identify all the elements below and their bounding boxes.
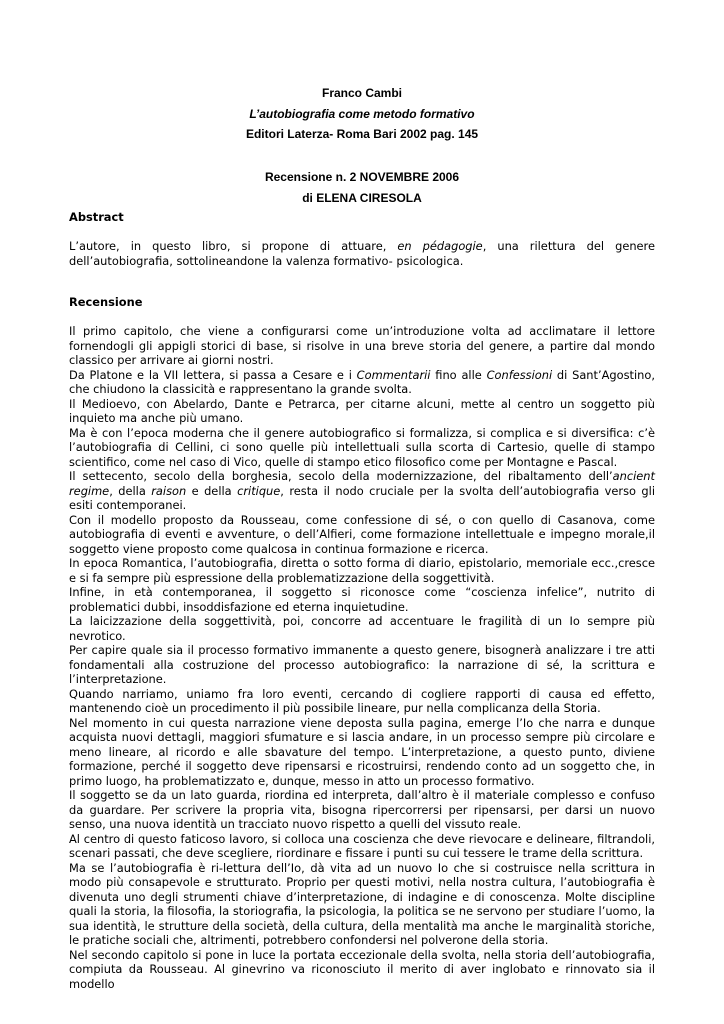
paragraph: Nel secondo capitolo si pone in luce la portata eccezionale della svolta, nella storia dell’autobiografia, compiuta da Rousseau. Al ginevrino va riconosciuto il merito di aver inglobato e rinnovato sia il modello — [69, 947, 655, 991]
paragraph: Nel momento in cui questa narrazione viene deposta sulla pagina, emerge l’Io che narra e dunque acquista nuovi dettagli, maggiori sfumature e si lascia andare, in un processo sempre più circolare e meno lineare, al ricordo e alle sbavature del tempo. L’interpretazione, a questo punto, diviene formazione, perché il soggetto deve ripensarsi e ricostruirsi, rendendo conto ad un soggetto che, in primo luogo, ha problematizzato e, dunque, messo in atto un processo formativo. — [69, 715, 655, 788]
book-publisher: Editori Laterza- Roma Bari 2002 pag. 145 — [245, 127, 479, 141]
paragraph: Il primo capitolo, che viene a configurarsi come un’introduzione volta ad acclimatare il lettore fornendogli gli appigli storici di base, si risolve in una breve storia del genere, a partire dal mondo classico per arrivare ai giorni nostri. — [69, 324, 655, 367]
paragraph: Ma se l’autobiografia è ri-lettura dell’Io, dà vita ad un nuovo Io che si costruisce nella scrittura in modo più consapevole e strutturato. Proprio per questi motivi, nella nostra cultura, l’autobiografia è divenuta uno degli strumenti chiave d’interpretazione, di indagine e di conoscenza. Molte discipline quali la storia, la filosofia, la storiografia, la psicologia, la politica se ne servono per studiare l’uomo, la sua identità, le strutture della società, della cultura, della mentalità ma anche le marginalità storiche, le pratiche sociali che, altrimenti, potrebbero confondersi nel polverone della storia. — [69, 860, 655, 947]
paragraph: Per capire quale sia il processo formativo immanente a questo genere, bisognerà analizzare i tre atti fondamentali alla costruzione del processo autobiografico: la narrazione di sé, la scrittura e l’interpretazione. — [69, 643, 655, 686]
paragraph: Al centro di questo faticoso lavoro, si colloca una coscienza che deve rievocare e delineare, filtrandoli, scenari passati, che deve scegliere, riordinare e fissare i punti su cui tessere le trame della scrittura. — [69, 831, 655, 860]
paragraph: Quando narriamo, uniamo fra loro eventi, cercando di cogliere rapporti di causa ed effetto, mantenendo cioè un procedimento il più possibile lineare, pur nella complicanza della Storia. — [69, 686, 655, 715]
review-body — [69, 324, 655, 991]
abstract-heading: Abstract — [69, 210, 124, 224]
paragraph: Il Medioevo, con Abelardo, Dante e Petrarca, per citarne alcuni, mette al centro un soggetto più inquieto ma anche più umano. — [69, 396, 655, 425]
book-author: Franco Cambi — [321, 86, 402, 100]
paragraph: Il settecento, secolo della borghesia, secolo della modernizzazione, del ribaltamento dell’ancient regime, della raison e della critique, resta il nodo cruciale per la svolta dell’autobiografia verso gli esiti contemporanei. — [69, 469, 655, 512]
reviewer-name: di ELENA CIRESOLA — [302, 191, 422, 205]
paragraph: Da Platone e la VII lettera, si passa a Cesare e i Commentarii fino alle Confessioni di Sant’Agostino, che chiudono la classicità e rappresentano la grande svolta. — [69, 367, 655, 396]
paragraph: Ma è con l’epoca moderna che il genere autobiografico si formalizza, si complica e si diversifica: c’è l’autobiografia di Cellini, ci sono quelle più intellettuali sulla scorta di Cartesio, quelle di stampo scientifico, come nel caso di Vico, quelle di stampo etico filosofico come per Montagne e Pascal. — [69, 425, 655, 469]
paragraph: La laicizzazione della soggettività, poi, concorre ad accentuare le fragilità di un Io sempre più nevrotico. — [69, 614, 655, 643]
paragraph: Infine, in età contemporanea, il soggetto si riconosce come “coscienza infelice”, nutrito di problematici dubbi, insoddisfazione ed eterna inquietudine. — [69, 585, 655, 614]
review-number: Recensione n. 2 NOVEMBRE 2006 — [264, 170, 460, 184]
review-heading: Recensione — [69, 295, 143, 309]
paragraph: In epoca Romantica, l’autobiografia, diretta o sotto forma di diario, epistolario, memoriale ecc.,cresce e si fa sempre più espressione della problematizzazione della soggettività. — [69, 556, 655, 585]
abstract-text: L’autore, in questo libro, si propone di attuare, en pédagogie, una rilettura del genere dell’autobiografia, sottolineandone la valenza formativo- psicologica. — [69, 239, 655, 268]
book-title: L’autobiografia come metodo formativo — [249, 107, 475, 121]
paragraph: Il soggetto se da un lato guarda, riordina ed interpreta, dall’altro è il materiale complesso e confuso da guardare. Per scrivere la propria vita, bisogna ripercorrersi per ripensarsi, per darsi un nuovo senso, una nuova identità un tracciato nuovo rispetto a quelli del vissuto reale. — [69, 788, 655, 831]
paragraph: Con il modello proposto da Rousseau, come confessione di sé, o con quello di Casanova, come autobiografia di eventi e avventure, o dell’Alfieri, come formazione intellettuale e impegno morale,il soggetto viene proposto come qualcosa in continua formazione e ricerca. — [69, 512, 655, 556]
